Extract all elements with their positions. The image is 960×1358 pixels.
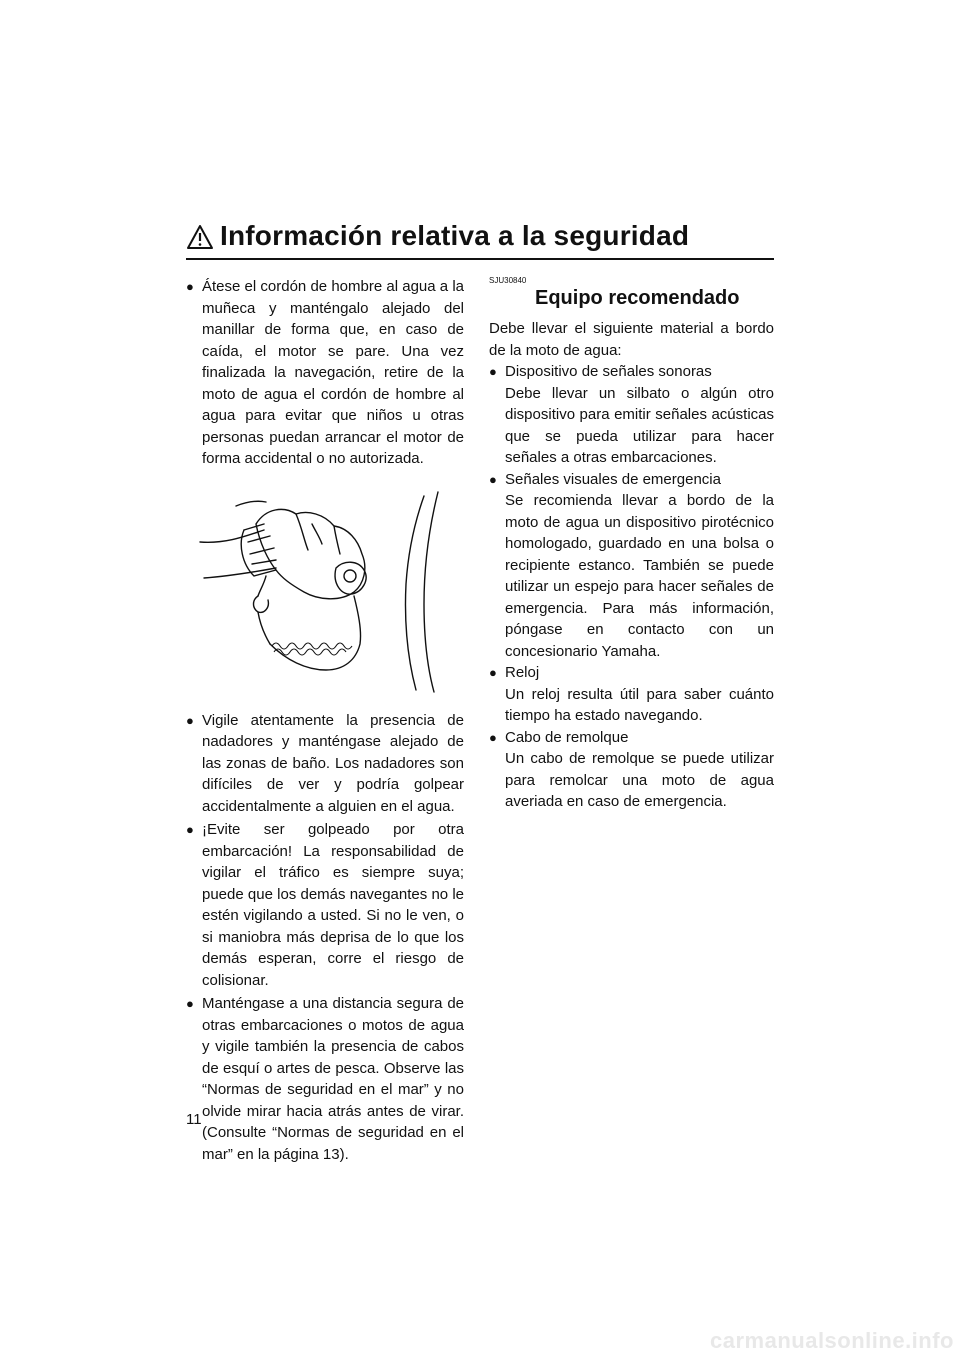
section-intro: Debe llevar el siguiente material a bordo de la moto de agua: xyxy=(489,320,774,359)
section-code: SJU30840 xyxy=(489,276,527,285)
bullet-dot-icon: ● xyxy=(489,364,497,379)
equipment-item xyxy=(489,361,774,469)
bullet-dot-icon: ● xyxy=(186,996,194,1011)
bullet-dot-icon: ● xyxy=(489,729,497,745)
equipment-item-title: Señales visuales de emergencia xyxy=(505,470,721,488)
bullet-text: Manténgase a una distancia segura de otras embarcaciones o motos de agua y vigile también la presencia de cabos de esquí o artes de pesca. Observe las “Normas de seguridad en el mar” y no olvide mirar hacia atrás antes de virar. (Consulte “Normas de seguridad en el mar” en la página 13). xyxy=(202,995,464,1163)
bullet-text: Átese el cordón de hombre al agua a la muñeca y manténgalo alejado del manillar de forma que, en caso de caída, el motor se pare. Una vez finalizada la navegación, retire de la moto de agua el cordón de hombre al agua para evitar que niños u otras personas puedan arrancar el motor de forma accidental o no autorizada. xyxy=(202,278,464,467)
bullet-dot-icon: ● xyxy=(489,471,497,487)
equipment-item-description: Un cabo de remolque se puede utilizar para remolcar una moto de agua averiada en caso de emergencia. xyxy=(505,750,774,810)
equipment-item-title: Dispositivo de señales sonoras xyxy=(505,363,712,380)
bullet-dot-icon: ● xyxy=(489,665,497,680)
page-title: Información relativa a la seguridad xyxy=(220,220,690,251)
lanyard-wrist-illustration xyxy=(186,484,464,694)
bullet-item xyxy=(186,993,464,1165)
left-column xyxy=(186,276,464,1165)
bullet-text: ¡Evite ser golpeado por otra embarcación! La responsabilidad de vigilar el tráfico es siempre suya; puede que los demás navegantes no le estén vigilando a usted. Si no le ven, o si maniobra más deprisa de lo que los demás esperan, corre el riesgo de colisionar. xyxy=(202,821,464,989)
equipment-item xyxy=(489,469,774,663)
bullet-text: Vigile atentamente la presencia de nadadores y manténgase alejado de las zonas de baño. Los nadadores son difíciles de ver y podría golpear accidentalmente a alguien en el agua. xyxy=(202,711,464,815)
right-column xyxy=(489,276,774,813)
bullet-item xyxy=(186,276,464,470)
bullet-item xyxy=(186,819,464,991)
bullet-dot-icon: ● xyxy=(186,712,194,728)
bullet-dot-icon: ● xyxy=(186,279,194,294)
equipment-item-description: Un reloj resulta útil para saber cuánto tiempo ha estado navegando. xyxy=(505,685,774,724)
section-title: Equipo recomendado xyxy=(535,287,740,309)
watermark-url: carmanualsonline.info xyxy=(710,1328,954,1353)
equipment-item-description: Se recomienda llevar a bordo de la moto de agua un dispositivo pirotécnico homologado, guardado en una bolsa o recipiente estanco. También se puede utilizar un espejo para hacer señales de emergencia. Para más información, póngase en contacto con un concesionario Yamaha. xyxy=(505,492,774,660)
equipment-item-description: Debe llevar un silbato o algún otro dispositivo para emitir señales acústicas que se pueda utilizar para hacer señales a otras embarcaciones. xyxy=(505,384,774,466)
hand-with-lanyard-drawing xyxy=(186,484,464,694)
bullet-item xyxy=(186,710,464,818)
bullet-dot-icon: ● xyxy=(186,822,194,837)
equipment-item-title: Reloj xyxy=(505,664,540,681)
equipment-item xyxy=(489,727,774,813)
warning-triangle-icon xyxy=(186,224,214,250)
equipment-item xyxy=(489,662,774,727)
equipment-item-title: Cabo de remolque xyxy=(505,728,629,746)
page-number: 11 xyxy=(186,1111,202,1128)
page-header xyxy=(186,222,774,260)
